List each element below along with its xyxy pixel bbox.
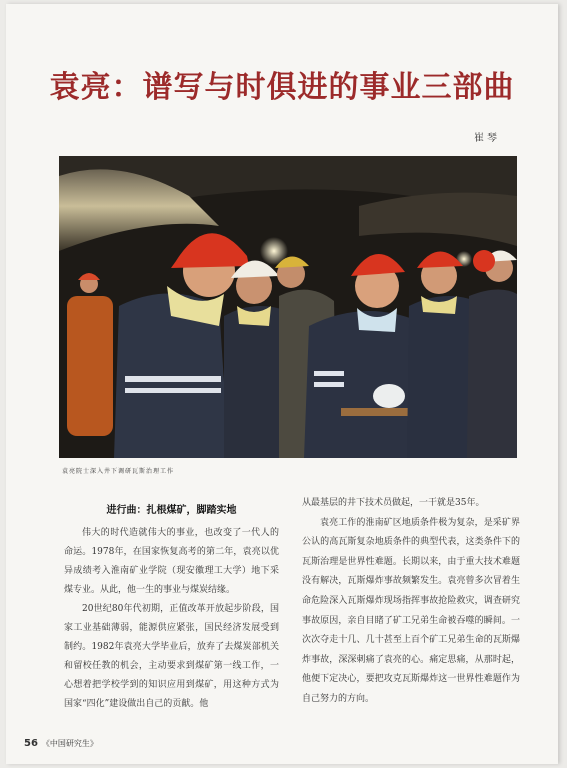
article-author: 崔琴 (474, 133, 500, 144)
article-photo (59, 156, 517, 458)
article-title: 袁亮：谱写与时俱进的事业三部曲 (49, 70, 515, 105)
left-column (64, 504, 279, 714)
page-number: 56 (24, 738, 38, 749)
paragraph: 袁亮工作的淮南矿区地质条件极为复杂，是采矿界公认的高瓦斯复杂地质条件的典型代表，这类条件下的瓦斯治理是世界性难题。长期以来，由于重大技术难题没有解决，瓦斯爆炸事故频繁发生。袁亮曾多次冒着生命危险深入瓦斯爆炸现场指挥事故抢险救灾，调查研究事故原因，亲自目睹了矿工兄弟生命被吞噬的瞬间。一次次夺走十几、几十甚至上百个矿工兄弟生命的瓦斯爆炸事故，深深刺痛了袁亮的心。痛定思痛，从那时起，他便下定决心，要把攻克瓦斯爆炸这一世界性难题作为自己努力的方向。 (302, 517, 520, 704)
paragraph: 伟大的时代造就伟大的事业，也改变了一代人的命运。1978年，在国家恢复高考的第二年，袁亮以优异成绩考入淮南矿业学院（现安徽理工大学）地下采煤专业。从此，他一生的事业与煤炭结缘。 (64, 528, 279, 595)
photo-caption: 袁亮院士深入井下调研瓦斯治理工作 (62, 468, 175, 475)
page-footer (24, 738, 104, 749)
section-heading: 进行曲：扎根煤矿，脚踏实地 (106, 505, 237, 516)
mine-tunnel-photo (59, 156, 517, 458)
magazine-page (6, 4, 558, 764)
paragraph: 20世纪80年代初期，正值改革开放起步阶段，国家工业基础薄弱，能源供应紧张，国民经济发展受到制约。1982年袁亮大学毕业后，放弃了去煤炭部机关和留校任教的机会，主动要求到煤矿第一线工作，一心想着把学校学到的知识应用到煤矿，用这种方式为国家“四化”建设做出自己的贡献。他 (64, 604, 279, 709)
journal-name: 《中国研究生》 (41, 739, 98, 748)
right-column (302, 494, 520, 710)
paragraph: 从最基层的井下技术员做起，一干就是35年。 (302, 498, 485, 508)
